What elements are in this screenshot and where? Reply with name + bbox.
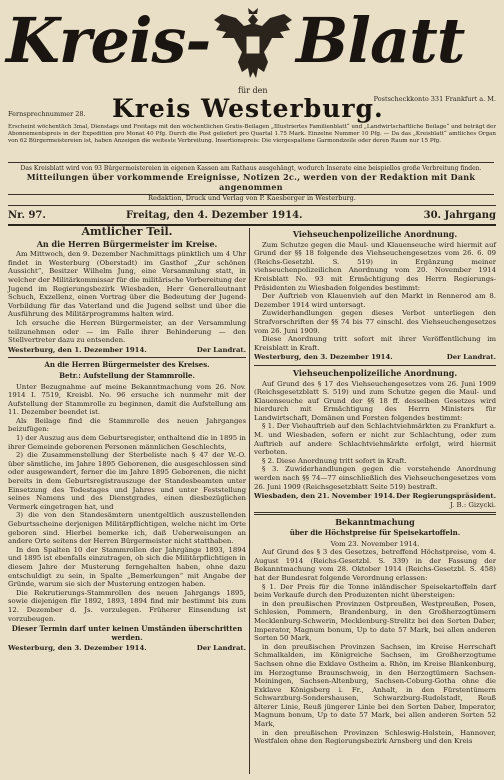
paragraph: Zuwiderhandlungen gegen dieses Verbot unterliegen den Strafvorschriften der §§ 74 bis 77 einschl. des Viehseuchengesetzes vom 26. Juni 1909. xyxy=(254,309,496,335)
paragraph: 3) die von den Standesämtern unentgeltlich auszustellenden Geburtsscheine derjenigen Militärpflichtigen, welche nicht im Orte geboren sind. Hierbei bemerke ich, daß Ueberweisungen an andere Orte seitens der Herren Bürgermeister nicht statthaben. xyxy=(8,511,246,546)
paragraph: 2) die Zusammenstellung der Sterbeliste nach § 47 der W.-O. über sämtliche, im Jahre 1895 Geborenen, die ausgeschlossen sind oder ausgewandert, ferner die im Jahre 1895 Geborenen, die nicht bereits in dem Geburtsregistrauszuge der Standesbeamten unter Einsetzung des Todestages und Jahres und unter Feststellung seines Namens und des Dienstgrades, einen diesbezüglichen Vermerk eingetragen hat, und xyxy=(8,451,246,511)
article-heading: Viehseuchenpolizeiliche Anordnung. xyxy=(292,229,458,239)
signature-by: Der Regierungspräsident. xyxy=(396,492,496,501)
article-heading: An die Herren Bürgermeister des Kreises. xyxy=(44,360,210,370)
paragraph: Auf Grund des § 3 des Gesetzes, betreffend Höchstpreise, vom 4. August 1914 (Reichs-Gesetzbl. S. 339) in der Fassung der Bekanntmachung vom 28. Oktober 1914 (Reichs-Gesetzbl. S. 458) hat der Bundesrat folgende Verordnung erlassen: xyxy=(254,548,496,582)
signature-name: J. B.: Gizycki. xyxy=(449,500,496,509)
paragraph: Die Rekrutierungs-Stammrollen des neuen Jahrgangs 1895, sowie diejenigen für 1892, 1893, 1894 find mir bestimmt bis zum 12. Dezember d. Js. vorzulegen. Früherer Einsendung ist vorzubeugen. xyxy=(8,588,246,623)
distribution-notice: Das Kreisblatt wird von 93 Bürgermeistereien in eigenen Kassen am Rathaus ausgehängt, wodurch Inserate eine beispiellos große Verbreitung finden. xyxy=(20,165,482,172)
postcheck-account: Postscheckkonto 331 Frankfurt a. M. xyxy=(373,95,496,103)
left-column xyxy=(8,225,246,653)
signature-place: Wiesbaden, den 21. November 1914. xyxy=(254,492,396,501)
paragraph: 1) der Auszug aus dem Geburtsregister, enthaltend die in 1895 in ihrer Gemeinde geborenen Personen männlichen Geschlechts, xyxy=(8,434,246,451)
signature-place: Westerburg, den 1. Dezember 1914. xyxy=(8,345,147,354)
paragraph: Auf Grund des § 17 des Viehseuchengesetzes vom 26. Juni 1909 (Reichsgesetzblatt S. 519) und zum Schutze gegen die Maul- und Klauenseuche auf Grund der §§ 18 ff. desselben Gesetzes wird hierdurch mit Ermächtigung des Herrn Ministers für Landwirtschaft, Domänen und Forsten folgendes bestimmt: xyxy=(254,379,496,422)
impressum: Redaktion, Druck und Verlag von P. Kaesberger in Westerburg. xyxy=(8,194,496,206)
phone-number: Fernsprechnummer 28. xyxy=(8,110,86,118)
paragraph: § 1. Der Preis für die Tonne inländischer Speisekartoffeln darf beim Verkaufe durch den Produzenten nicht übersteigen: xyxy=(254,582,496,600)
title-kreis: Kreis- xyxy=(6,4,211,77)
submissions-notice: Mitteilungen über vorkommende Ereignisse, Notizen 2c., werden von der Redaktion mit Dank angenommen xyxy=(26,172,476,192)
paragraph: § 3. Zuwiderhandlungen gegen die vorstehende Anordnung werden nach §§ 74—77 einschließlich des Viehseuchengesetzes vom 26. Juni 1909 (Reichsgesetzblatt Seite 519) bestraft. xyxy=(254,465,496,491)
issue-number: Nr. 97. xyxy=(8,210,46,221)
paragraph: In den Spalten 10 der Stammrollen der Jahrgänge 1893, 1894 und 1895 ist ebenfalls einzutragen, ob sich die Militärpflichtigen in diesem Jahre der Musterung ferngehalten haben, ohne dazu entschuldigt zu sein, in Spalte „Bemerkungen“ mit Angabe der Gründe, warum sie sich der Musterung entzogen haben. xyxy=(8,545,246,589)
signature xyxy=(254,353,496,362)
paragraph: Ich ersuche die Herren Bürgermeister, an der Versammlung teilzunehmen oder — im Falle ihrer Behinderung — den Stellvertreter dazu zu entsenden. xyxy=(8,318,246,345)
paragraph: in den preußischen Provinzen Sachsen, im Kreise Herrschaft Schmalkalden, im Königreiche Sachsen, im Großherzogtume Sachsen ohne die Exklave Ostheim a. Rhön, im Kreise Blankenburg, im Herzogtume Braunschweig, in den Herzogtümern Sachsen-Meiningen, Sachsen-Altenburg, Sachsen-Coburg-Gotha ohne die Exklave Königsberg i. Fr., Anhalt, in den Fürstentümern Schwarzburg-Sondershausen, Schwarzburg-Rudolstadt, Reuß älterer Linie, Reuß jüngerer Linie bei den Sorten Daber, Imperator, Magnum bonum, Up to date 57 Mark, bei allen anderen Sorten 52 Mark, xyxy=(254,642,496,729)
issue-date: Freitag, den 4. Dezember 1914. xyxy=(126,210,303,221)
paragraph: Zum Schutze gegen die Maul- und Klauenseuche wird hiermit auf Grund der §§ 18 folgende des Viehseuchengesetzes vom 26. 6. 09 (Reichs-Gesetzbl. S. 519) in Ergänzung meiner viehseuchenpolizeilichen Anordnung vom 20. November 1914 Kreisblatt No. 93 mit Ermächtigung des Herrn Regierungs-Präsidenten zu Wiesbaden folgendes bestimmt: xyxy=(254,240,496,292)
paragraph: in den preußischen Provinzen Ostpreußen, Westpreußen, Posen, Schlesien, Pommern, Brandenburg, in den Großherzogtümern Mecklenburg-Schwerin, Mecklenburg-Strelitz bei den Sorten Daber, Imperator, Magnum bonum, Up to date 57 Mark, bei allen anderen Sorten 50 Mark, xyxy=(254,599,496,643)
eagle-crest-icon xyxy=(210,6,296,86)
title-blatt: Blatt xyxy=(296,4,465,77)
signature-place: Westerburg, den 3. Dezember 1914. xyxy=(8,644,147,653)
paragraph: Unter Bezugnahme auf meine Bekanntmachung vom 26. Nov. 1914 I. 7519, Kreisbl. No. 96 ersuche ich nunmehr mit der Aufstellung der Stammrolle zu beginnen, damit die Aufstellung am 11. Dezember beendet ist. xyxy=(8,382,246,417)
paragraph: in den preußischen Provinzen Schleswig-Holstein, Hannover, Westfalen ohne den Regierungsbezirk Arnsberg und den Kreis xyxy=(254,728,496,746)
article-heading: Bekanntmachung xyxy=(335,517,415,528)
masthead xyxy=(0,0,504,122)
paragraph: Der Auftrieb von Klauenvieh auf den Markt in Rennerod am 8. Dezember 1914 wird untersagt. xyxy=(254,292,496,309)
divider xyxy=(8,357,246,358)
notice-box xyxy=(8,162,494,195)
paragraph: § 1. Der Viehauftrieb auf den Schlachtviehmärkten zu Frankfurt a. M. und Wiesbaden, sofern er nicht zur Schlachtung, oder zum Auftrieb auf andere Schlachtviehmärkte erfolgt, wird hiermit verboten. xyxy=(254,422,496,457)
article-heading: An die Herren Bürgermeister im Kreise. xyxy=(36,238,218,249)
divider xyxy=(254,512,496,515)
subtitle: Kreis Westerburg. xyxy=(112,94,384,123)
article-date: Vom 23. November 1914. xyxy=(330,539,420,548)
paragraph: Als Beilage find die Stammrolle des neuen Jahrganges beizufügen: xyxy=(8,416,246,434)
deadline-note: Dieser Termin darf unter keinen Umständen überschritten werden. xyxy=(11,624,243,642)
paragraph: § 2. Diese Anordnung tritt sofort in Kraft. xyxy=(262,456,407,465)
signature xyxy=(8,346,246,355)
article-subheading: Betr.: Aufstellung der Stammrolle. xyxy=(59,370,195,380)
right-column xyxy=(254,228,496,746)
fuer-den-text: für den xyxy=(238,86,268,95)
section-heading: Amtlicher Teil. xyxy=(81,225,173,238)
paragraph: Diese Anordnung tritt sofort mit ihrer Veröffentlichung im Kreisblatt in Kraft. xyxy=(254,335,496,352)
article-subheading: über die Höchstpreise für Speisekartoffeln. xyxy=(289,528,461,537)
signature-by: Der Landrat. xyxy=(446,353,496,362)
paragraph: Am Mittwoch, den 9. Dezember Nachmittags pünktlich um 4 Uhr findet in Westerburg (Oberstadt) im Gasthof „Zur schönen Aussicht“, Besitzer Wilhelm Jung, eine Versammlung statt, in welcher der Militärkommissar für die militärische Vorbereitung der Jugend im Regierungsbezirk Wiesbaden, Herr Generalleutnant Schuch, Exzellenz, einen Vortrag über die Bedeutung der Jugend-Vorbildung für das Vaterland und die Jugend selbst und über die Ausführung des Militärprogramms halten wird. xyxy=(8,250,246,319)
divider xyxy=(254,365,496,366)
article-heading: Viehseuchenpolizeiliche Anordnung. xyxy=(292,367,458,378)
column-divider xyxy=(249,228,250,774)
signature xyxy=(254,492,496,501)
signature-by: Der Landrat. xyxy=(196,644,246,653)
issue-line xyxy=(8,210,496,226)
signature-place: Westerburg, den 3. Dezember 1914. xyxy=(254,353,393,362)
subscription-info: Erscheint wöchentlich 3mal, Dienstags und Freitags mit den wöchentlichen Gratis-Beilagen „Illustriertes Familienblatt“ und „Landwirtschaftliche Beilage“ und beträgt der Abonnementspreis in der Expedition pro Monat 40 Pfg. Durch die Post geliefert pro Quartal 1.75 Mark. Einzelne Nummer 10 Pfg. — Da das „Kreisblatt“ amtliches Organ von 62 Bürgermeistereien ist, haben Anzeigen die weiteste Verbreitung. Insertionspreis: Die viergespaltene Garmondzeile oder deren Raum nur 15 Pfg. xyxy=(8,124,496,144)
issue-jahrgang: 30. Jahrgang xyxy=(423,210,496,221)
signature-by: Der Landrat. xyxy=(196,345,246,354)
signature xyxy=(8,644,246,653)
